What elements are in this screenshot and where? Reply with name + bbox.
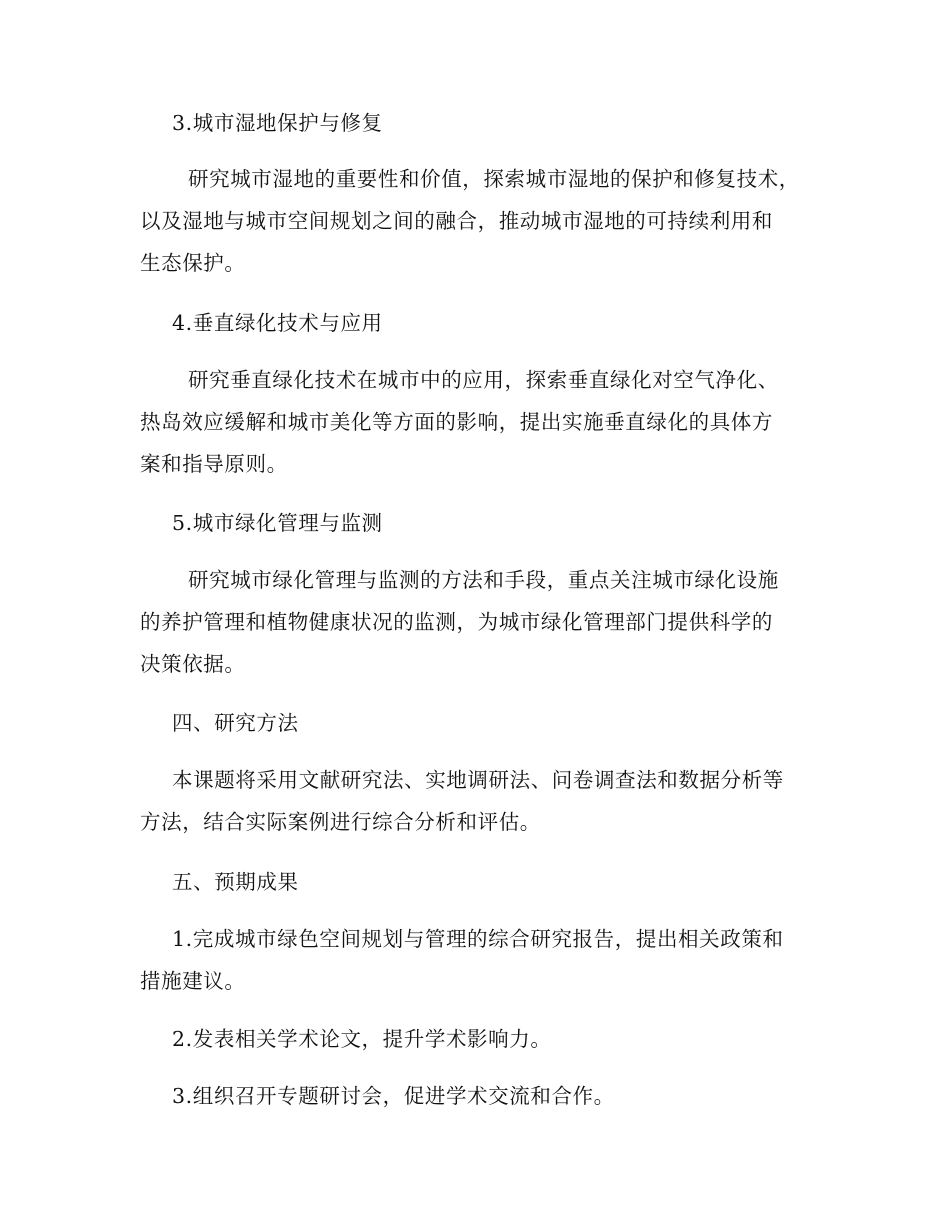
paragraph-line: 研究城市湿地的重要性和价值，探索城市湿地的保护和修复技术， [188,167,800,191]
paragraph-line: 的养护管理和植物健康状况的监测，为城市绿化管理部门提供科学的 [140,610,773,634]
section-heading-vertical-greening: 4.垂直绿化技术与应用 [172,311,383,335]
paragraph-line: 以及湿地与城市空间规划之间的融合，推动城市湿地的可持续利用和 [140,209,773,233]
paragraph-line: 生态保护。 [140,251,246,275]
list-item-line: 措施建议。 [140,969,246,993]
section-heading-research-methods: 四、研究方法 [172,711,299,735]
list-item-line: 2.发表相关学术论文，提升学术影响力。 [172,1027,552,1051]
paragraph-line: 本课题将采用文献研究法、实地调研法、问卷调查法和数据分析等 [172,768,784,792]
section-heading-wetland: 3.城市湿地保护与修复 [172,111,383,135]
paragraph-line: 决策依据。 [140,652,246,676]
paragraph-line: 研究城市绿化管理与监测的方法和手段，重点关注城市绿化设施 [188,568,779,592]
paragraph-line: 热岛效应缓解和城市美化等方面的影响，提出实施垂直绿化的具体方 [140,410,773,434]
paragraph-line: 方法，结合实际案例进行综合分析和评估。 [140,810,541,834]
list-item-line: 3.组织召开专题研讨会，促进学术交流和合作。 [172,1084,615,1108]
paragraph-line: 案和指导原则。 [140,452,288,476]
list-item-line: 1.完成城市绿色空间规划与管理的综合研究报告，提出相关政策和 [172,927,784,951]
section-heading-greening-management: 5.城市绿化管理与监测 [172,511,383,535]
paragraph-line: 研究垂直绿化技术在城市中的应用，探索垂直绿化对空气净化、 [188,368,779,392]
section-heading-expected-results: 五、预期成果 [172,870,299,894]
